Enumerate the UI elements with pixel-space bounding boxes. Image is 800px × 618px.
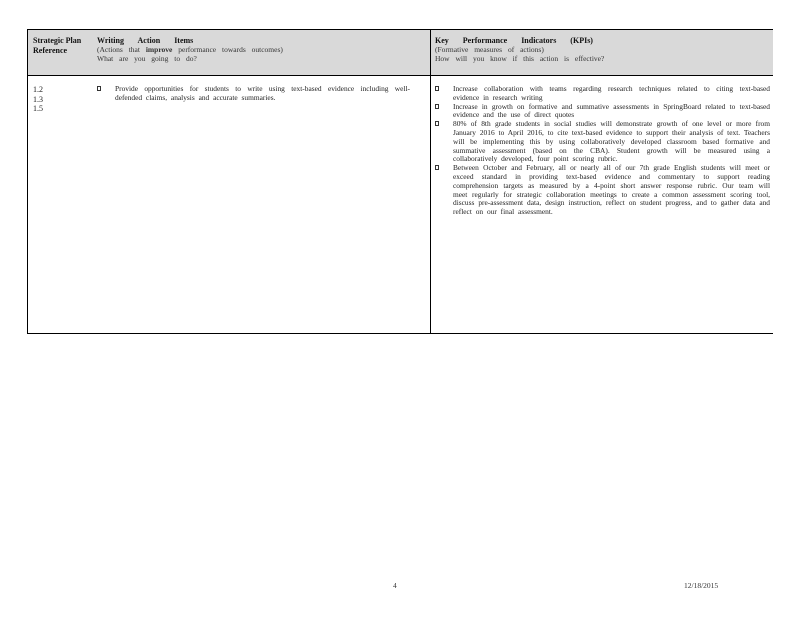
action-items-list [97,85,410,103]
bullet-box-icon [97,86,101,91]
list-item [97,85,410,103]
writing-action-items-title: Writing Action Items [97,36,194,45]
header-kpis [435,36,770,63]
kpi-list [435,85,770,217]
kpi-item-text: Between October and February, all or nearly all of our 7th grade English students will meet or exceed standard in providing text-based evidence and commentary to support reading comprehension targets as measured by a 4-point short answer response rubric. Our team will meet regularly for strategic collaboration meetings to create a common assessment scoring tool, discuss pre-assessment data, design instruction, reflect on student progress, and to gather data and reflect on our final assessment. [453,163,770,217]
column-divider [430,30,431,333]
list-item [435,103,770,121]
list-item [435,85,770,103]
kpi-title: Key Performance Indicators (KPIs) [435,36,593,45]
reference-item: 1.3 [33,94,43,104]
bullet-box-icon [435,121,439,126]
list-item [435,120,770,164]
kpi-question: How will you know if this action is effective? [435,54,605,63]
kpi-item-text: Increase collaboration with teams regarding research techniques related to citing text-based evidence in research writing [453,84,770,102]
kpi-item-text: Increase in growth on formative and summative assessments in SpringBoard related to text-based evidence and the use of direct quotes [453,101,770,120]
writing-action-items-question: What are you going to do? [97,54,197,63]
list-item [435,164,770,217]
action-plan-table [27,29,773,334]
bullet-box-icon [435,86,439,91]
page-number: 4 [393,581,397,590]
kpi-item-text: 80% of 8th grade students in social studies will demonstrate growth of one level or more from January 2016 to April 2016, to cite text-based evidence to support their analysis of text. Teachers will be implementing this by using collaboratively developed classroom based formative and summative assessment (based on the CBA). Student growth will be measured using a collaboratively developed, four point scoring rubric. [453,119,770,164]
reference-list [33,85,43,114]
header-strategic-plan-reference: Strategic Plan Reference [33,36,82,55]
bullet-box-icon [435,104,439,109]
reference-item: 1.5 [33,104,43,113]
kpi-subtitle: (Formative measures of actions) [435,45,544,54]
writing-action-items-subtitle: (Actions that improve performance towards outcomes) [97,45,283,54]
reference-item: 1.2 [33,85,43,94]
footer-date: 12/18/2015 [684,581,719,590]
header-writing-action-items [97,36,427,63]
action-item-text: Provide opportunities for students to write using text-based evidence including well-defended claims, analysis and accurate summaries. [115,84,410,102]
bullet-box-icon [435,165,439,170]
